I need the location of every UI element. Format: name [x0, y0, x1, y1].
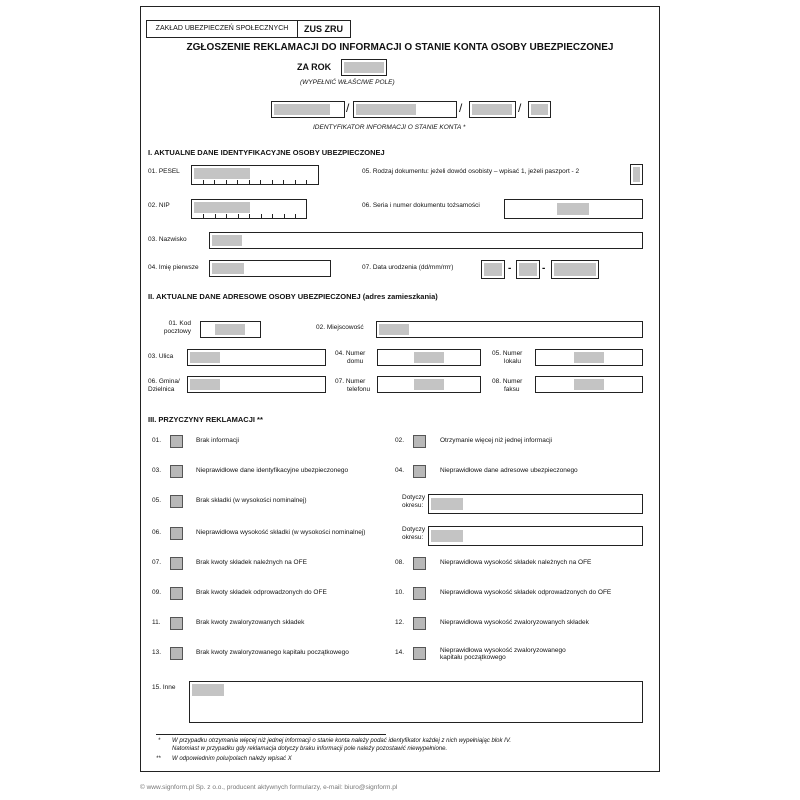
pesel-field[interactable]	[191, 165, 319, 185]
reason-08-text: Nieprawidłowa wysokość składek należnych na OFE	[440, 559, 592, 566]
reason-14-text: Nieprawidłowa wysokość zwaloryzowanego kapitału początkowego	[440, 647, 566, 661]
period-06-label: Dotyczy okresu:	[402, 526, 426, 541]
reason-04-checkbox[interactable]	[413, 465, 426, 478]
section-2-title: II. AKTUALNE DANE ADRESOWE OSOBY UBEZPIECZONEJ (adres zamieszkania)	[148, 292, 438, 301]
reason-03-text: Nieprawidłowe dane identyfikacyjne ubezpieczonego	[196, 467, 349, 474]
footnote-1-line-2: Natomiast w przypadku gdy reklamacja dotyczy braku informacji pole należy pozostawić niewypełnione.	[172, 746, 448, 752]
birth-day-field[interactable]	[481, 260, 505, 279]
year-hint: (WYPEŁNIĆ WŁAŚCIWE POLE)	[300, 79, 395, 86]
street-label: 03. Ulica	[148, 353, 174, 360]
house-number-label: 04. Numer domu	[335, 350, 366, 365]
doc-type-label: 05. Rodzaj dokumentu: jeżeli dowód osobisty – wpisać 1, jeżeli paszport - 2	[362, 168, 580, 175]
footnote-2-line: W odpowiednim polu/polach należy wpisać X	[172, 756, 292, 762]
reason-06-text: Nieprawidłowa wysokość składki (w wysokości nominalnej)	[196, 529, 366, 536]
reason-05-checkbox[interactable]	[170, 495, 183, 508]
surname-label: 03. Nazwisko	[148, 236, 187, 243]
credit-line: © www.signform.pl Sp. z o.o., producent aktywnych formularzy, e-mail: biuro@signform.pl	[140, 784, 398, 791]
form-title: ZGŁOSZENIE REKLAMACJI DO INFORMACJI O STANIE KONTA OSOBY UBEZPIECZONEJ	[186, 42, 614, 53]
reason-13-number: 13.	[152, 649, 162, 656]
reason-04-text: Nieprawidłowe dane adresowe ubezpieczonego	[440, 467, 578, 474]
pesel-label: 01. PESEL	[148, 168, 180, 175]
section-1-title: I. AKTUALNE DANE IDENTYFIKACYJNE OSOBY UBEZPIECZONEJ	[148, 148, 385, 157]
reason-04-number: 04.	[395, 467, 405, 474]
doc-number-field[interactable]	[504, 199, 643, 219]
section-3-title: III. PRZYCZYNY REKLAMACJI **	[148, 415, 263, 424]
flat-number-label: 05. Numer lokalu	[492, 350, 523, 365]
reason-11-text: Brak kwoty zwaloryzowanych składek	[196, 619, 305, 626]
reason-02-number: 02.	[395, 437, 405, 444]
reason-12-number: 12.	[395, 619, 405, 626]
reason-03-checkbox[interactable]	[170, 465, 183, 478]
reason-11-checkbox[interactable]	[170, 617, 183, 630]
identifier-sep-3: /	[518, 101, 522, 115]
house-number-field[interactable]	[377, 349, 481, 366]
reason-03-number: 03.	[152, 467, 162, 474]
identifier-part-3[interactable]	[469, 101, 516, 118]
reason-08-number: 08.	[395, 559, 405, 566]
footnote-1-mark: *	[158, 738, 161, 744]
birth-date-label: 07. Data urodzenia (dd/mm/rrrr)	[362, 264, 454, 271]
reason-12-text: Nieprawidłowa wysokość zwaloryzowanych składek	[440, 619, 589, 626]
reason-06-number: 06.	[152, 529, 162, 536]
reason-13-text: Brak kwoty zwaloryzowanego kapitału początkowego	[196, 649, 349, 656]
street-field[interactable]	[187, 349, 326, 366]
reason-08-checkbox[interactable]	[413, 557, 426, 570]
doc-type-field[interactable]	[630, 164, 643, 185]
reason-07-text: Brak kwoty składek należnych na OFE	[196, 559, 307, 566]
identifier-part-2[interactable]	[353, 101, 457, 118]
reason-13-checkbox[interactable]	[170, 647, 183, 660]
other-field[interactable]	[189, 681, 643, 723]
phone-label: 07. Numer telefonu	[335, 378, 371, 393]
reason-01-checkbox[interactable]	[170, 435, 183, 448]
reason-05-text: Brak składki (w wysokości nominalnej)	[196, 497, 307, 504]
reason-09-text: Brak kwoty składek odprowadzonych do OFE	[196, 589, 327, 596]
header-box	[146, 20, 351, 38]
year-field[interactable]	[341, 59, 387, 76]
period-05-label: Dotyczy okresu:	[402, 494, 426, 509]
fax-field[interactable]	[535, 376, 643, 393]
nip-label: 02. NIP	[148, 202, 170, 209]
first-name-field[interactable]	[209, 260, 331, 277]
reason-01-number: 01.	[152, 437, 162, 444]
postal-code-label: 01. Kod pocztowy	[163, 320, 191, 335]
gmina-field[interactable]	[187, 376, 326, 393]
period-05-field[interactable]	[428, 494, 643, 514]
year-label: ZA ROK	[297, 62, 332, 72]
reason-10-checkbox[interactable]	[413, 587, 426, 600]
footnote-divider	[156, 734, 386, 735]
identifier-part-1[interactable]	[271, 101, 345, 118]
surname-field[interactable]	[209, 232, 643, 249]
doc-number-label: 06. Seria i numer dokumentu tożsamości	[362, 202, 480, 209]
reason-07-checkbox[interactable]	[170, 557, 183, 570]
birth-year-field[interactable]	[551, 260, 599, 279]
other-label: 15. Inne	[152, 684, 176, 691]
birth-month-field[interactable]	[516, 260, 540, 279]
flat-number-field[interactable]	[535, 349, 643, 366]
footnote-2-mark: **	[156, 756, 161, 762]
birth-dash-1: -	[508, 263, 512, 274]
reason-14-checkbox[interactable]	[413, 647, 426, 660]
reason-10-text: Nieprawidłowa wysokość składek odprowadzonych do OFE	[440, 589, 612, 596]
first-name-label: 04. Imię pierwsze	[148, 264, 199, 271]
form-code: ZUS ZRU	[304, 24, 343, 34]
fax-label: 08. Numer faksu	[492, 378, 523, 393]
nip-field[interactable]	[191, 199, 307, 219]
reason-14-number: 14.	[395, 649, 405, 656]
birth-dash-2: -	[542, 263, 546, 274]
postal-code-field[interactable]	[200, 321, 261, 338]
institution-name: ZAKŁAD UBEZPIECZEŃ SPOŁECZNYCH	[147, 21, 298, 37]
reason-11-number: 11.	[152, 619, 161, 626]
identifier-caption: IDENTYFIKATOR INFORMACJI O STANIE KONTA *	[313, 124, 466, 131]
reason-01-text: Brak informacji	[196, 437, 239, 444]
footnote-1-line-1: W przypadku otrzymania więcej niż jednej informacji o stanie konta należy podać identyfikator każdej z nich wypełniając blok IV.	[172, 738, 512, 744]
phone-field[interactable]	[377, 376, 481, 393]
reason-02-text: Otrzymanie więcej niż jednej informacji	[440, 437, 552, 444]
identifier-sep-1: /	[346, 101, 350, 115]
identifier-sep-2: /	[459, 101, 463, 115]
identifier-part-4[interactable]	[528, 101, 551, 118]
reason-09-checkbox[interactable]	[170, 587, 183, 600]
reason-07-number: 07.	[152, 559, 162, 566]
period-06-field[interactable]	[428, 526, 643, 546]
gmina-label: 06. Gmina/ Dzielnica	[148, 378, 180, 393]
reason-06-checkbox[interactable]	[170, 527, 183, 540]
city-label: 02. Miejscowość	[316, 324, 364, 331]
reason-05-number: 05.	[152, 497, 162, 504]
reason-09-number: 09.	[152, 589, 162, 596]
reason-12-checkbox[interactable]	[413, 617, 426, 630]
reason-02-checkbox[interactable]	[413, 435, 426, 448]
city-field[interactable]	[376, 321, 643, 338]
reason-10-number: 10.	[395, 589, 405, 596]
